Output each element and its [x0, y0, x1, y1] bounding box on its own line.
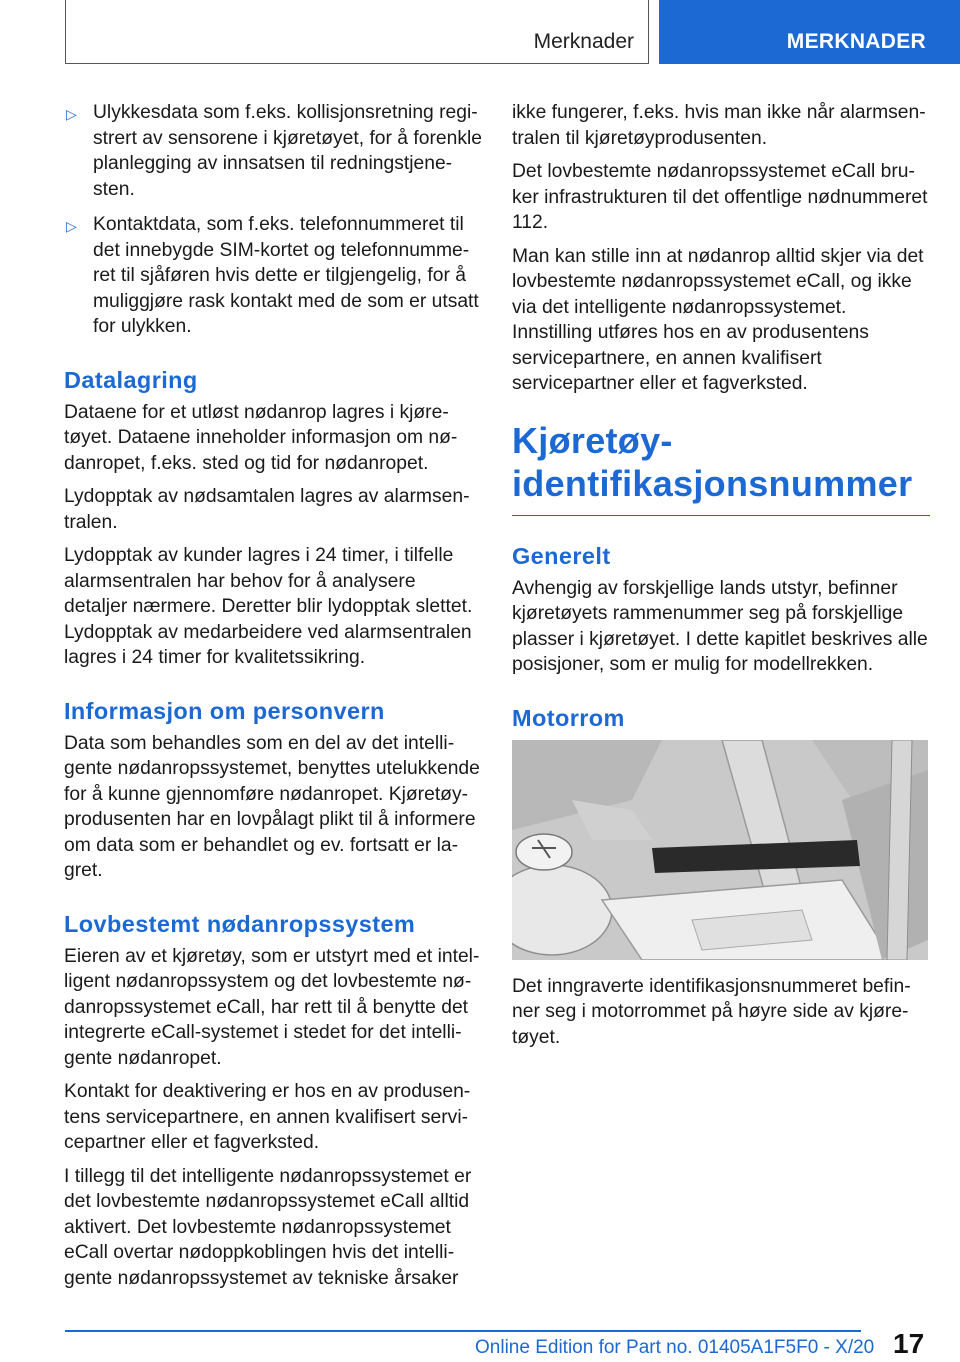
left-column [64, 100, 482, 1299]
header-chapter-label: MERKNADER [786, 30, 926, 53]
triangle-bullet-icon: ▷ [66, 106, 77, 122]
heading-lovbestemt: Lovbestemt nødanropssystem [64, 910, 416, 937]
bullet-item [64, 100, 482, 202]
paragraph: Avhengig av forskjellige lands utstyr, befinner kjøretøyets rammenummer seg på forskjellige plasser i kjøretøyet. I dette kapitlet beskrives alle posisjoner, som er mulig for modellrekken. [512, 577, 928, 675]
engine-compartment-illustration [512, 740, 928, 960]
paragraph: Eieren av et kjøretøy, som er utstyrt med et intelligent nødanropssystem og det lovbestemte nødanropssystemet eCall, har rett til å benytte det integrerte eCall-systemet i stedet for det intelligente nødanropet. [64, 945, 480, 1069]
bullet-text: Ulykkesdata som f.eks. kollisjonsretning registrert av sensorene i kjøretøyet, for å forenkle planlegging av innsatsen til redningstjenesten. [93, 102, 482, 200]
photo-caption: Det inngraverte identifikasjonsnummeret befinner seg i motorrommet på høyre side av kjøretøyet. [512, 975, 911, 1048]
header-section-label: Merknader [533, 30, 634, 53]
header-section-box [65, 0, 649, 64]
heading-generelt: Generelt [512, 542, 611, 569]
paragraph: ikke fungerer, f.eks. hvis man ikke når alarmsentralen til kjøretøyprodusenten. [512, 102, 926, 149]
heading-personvern: Informasjon om personvern [64, 697, 385, 724]
footer-edition-text: Online Edition for Part no. 01405A1F5F0 - X/20 [475, 1337, 875, 1358]
paragraph: Lydopptak av kunder lagres i 24 timer, i tilfelle alarmsentralen har behov for å analysere detaljer nærmere. Deretter blir lydopptak slettet. Lydopptak av medarbeidere ved alarmsentralen lagres i 24 timer for kvalitetssikring. [64, 545, 473, 668]
engine-compartment-photo [512, 740, 928, 960]
paragraph: Data som behandles som en del av det intelligente nødanropssystemet, benyttes utelukkende for å kunne gjennomføre nødanropet. Kjøretøyprodusenten har en lovpålagt plikt til å informere om data som er behandlet og ev. fortsatt er lagret. [64, 732, 480, 881]
header-chapter-tab [659, 0, 960, 64]
paragraph: Dataene for et utløst nødanrop lagres i kjøretøyet. Dataene inneholder informasjon om nødanropet, f.eks. sted og tid for nødanropet. [64, 401, 458, 474]
page-number: 17 [893, 1328, 925, 1359]
right-column [512, 100, 930, 1058]
chapter-title: Kjøretøyidentifikasjonsnummer [512, 419, 930, 516]
footer-divider [65, 1330, 861, 1332]
paragraph: Det lovbestemte nødanropssystemet eCall bruker infrastrukturen til det offentlige nødnummeret 112. [512, 161, 928, 233]
heading-motorrom: Motorrom [512, 704, 625, 731]
paragraph: Man kan stille inn at nødanrop alltid skjer via det lovbestemte nødanropssystemet eCall, og ikke via det intelligente nødanropssystemet. Innstilling utføres hos en av produsentens servicepartnere, en annen kvalifisert servicepartner eller et fagverksted. [512, 245, 924, 394]
paragraph: Kontakt for deaktivering er hos en av produsentens servicepartnere, en annen kvalifisert servicepartner eller et fagverksted. [64, 1081, 471, 1153]
paragraph: I tillegg til det intelligente nødanropssystemet er det lovbestemte nødanropssystemet eCall alltid aktivert. Det lovbestemte nødanropssystemet eCall overtar nødoppkoblingen hvis det intelligente nødanropssystemet av tekniske årsaker [64, 1165, 472, 1289]
bullet-text: Kontaktdata, som f.eks. telefonnummeret til det innebygde SIM-kortet og telefonnummeret til sjåføren hvis dette er tilgjengelig, for å muliggjøre rask kontakt med de som er utsatt for ulykken. [93, 214, 479, 337]
paragraph: Lydopptak av nødsamtalen lagres av alarmsentralen. [64, 486, 470, 533]
triangle-bullet-icon: ▷ [66, 218, 77, 234]
bullet-item [64, 212, 482, 340]
heading-datalagring: Datalagring [64, 366, 198, 393]
